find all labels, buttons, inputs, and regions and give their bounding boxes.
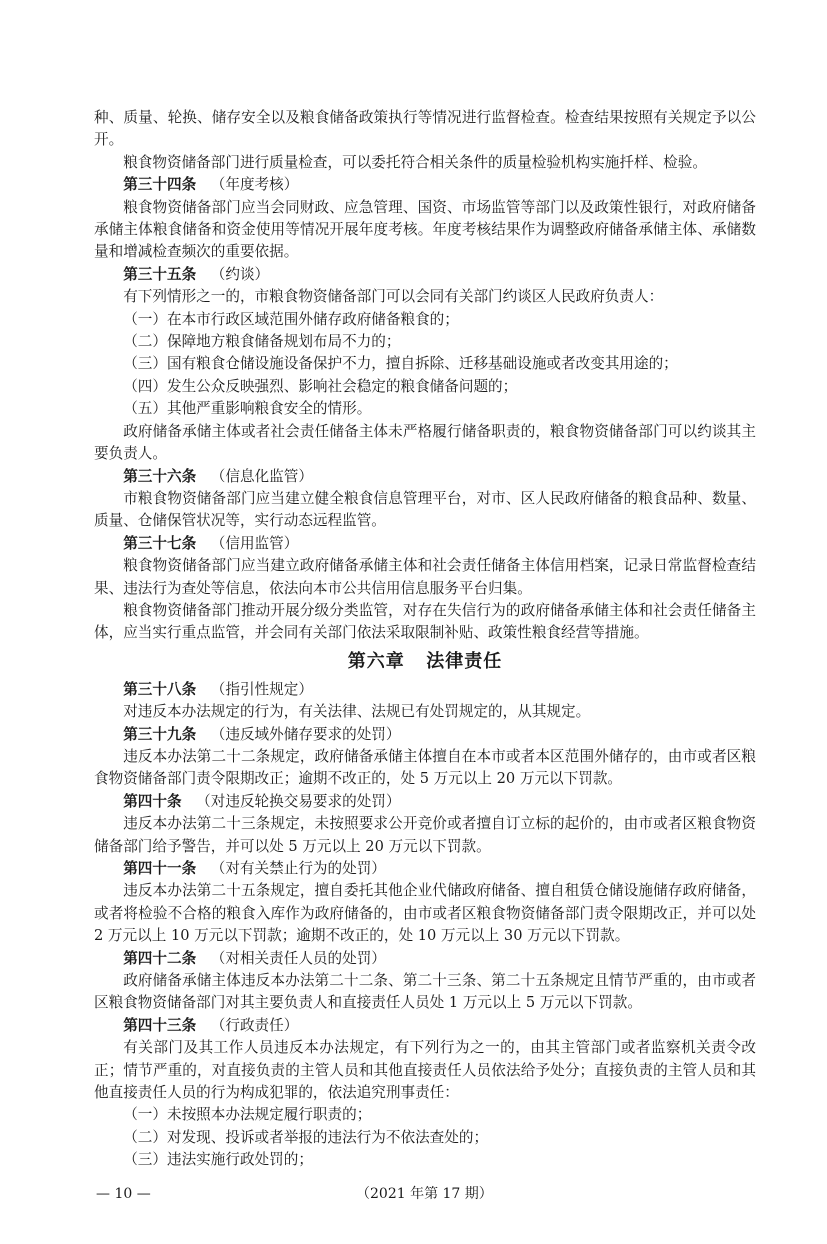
article-heading: [94, 791, 756, 813]
article-number: 第三十九条: [123, 725, 197, 743]
article-heading: [94, 264, 756, 286]
paragraph: 对违反本办法规定的行为，有关法律、法规已有处罚规定的，从其规定。: [123, 703, 591, 721]
article-number: 第三十六条: [123, 467, 197, 485]
article-heading: [94, 533, 756, 555]
article-heading: [94, 858, 756, 880]
article-heading: [94, 724, 756, 746]
chapter-number: 第六章: [347, 650, 405, 672]
paragraph: 违反本办法第二十二条规定，政府储备承储主体擅自在本市或者本区范围外储存的，由市或者区粮食物资储备部门责令限期改正；逾期不改正的，处 5 万元以上 20 万元以下罚款。: [94, 747, 756, 788]
page-footer: [94, 1184, 758, 1204]
article-title: （年度考核）: [210, 176, 299, 194]
paragraph: 市粮食物资储备部门应当建立健全粮食信息管理平台，对市、区人民政府储备的粮食品种、数量、质量、仓储保管状况等，实行动态远程监管。: [94, 489, 756, 530]
page-number: — 10 —: [96, 1185, 151, 1202]
document-body: [94, 107, 756, 1172]
paragraph: 种、质量、轮换、储存安全以及粮食储备政策执行等情况进行监督检查。检查结果按照有关规定予以公开。: [94, 109, 756, 149]
paragraph: （一）在本市行政区域范围外储存政府储备粮食的；: [123, 310, 459, 328]
article-number: 第三十四条: [123, 176, 197, 194]
paragraph: 粮食物资储备部门进行质量检查，可以委托符合相关条件的质量检验机构实施扦样、检验。: [123, 153, 707, 171]
article-number: 第三十七条: [123, 534, 197, 552]
article-title: （对有关禁止行为的处罚）: [210, 860, 386, 877]
article-title: （约谈）: [210, 265, 270, 283]
article-title: （指引性规定）: [210, 680, 313, 698]
article-heading: [94, 466, 756, 488]
paragraph: 有关部门及其工作人员违反本办法规定，有下列行为之一的，由其主管部门或者监察机关责令改正；情节严重的，对直接负责的主管人员和其他直接责任人员依法给予处分；直接负责的主管人员和其他直接责任人员的行为构成犯罪的，依法追究刑事责任：: [94, 1039, 756, 1102]
article-title: （行政责任）: [210, 1016, 299, 1034]
article-number: 第四十二条: [123, 949, 197, 967]
article-heading: [94, 174, 756, 196]
paragraph: 粮食物资储备部门应当建立政府储备承储主体和社会责任储备主体信用档案，记录日常监督检查结果、违法行为查处等信息，依法向本市公共信用信息服务平台归集。: [94, 557, 756, 597]
paragraph: 粮食物资储备部门推动开展分级分类监管，对存在失信行为的政府储备承储主体和社会责任储备主体，应当实行重点监管，并会同有关部门依法采取限制补贴、政策性粮食经营等措施。: [94, 601, 756, 642]
article-title: （违反域外储存要求的处罚）: [210, 725, 401, 743]
article-number: 第三十八条: [123, 680, 197, 698]
article-number: 第四十一条: [123, 860, 197, 877]
article-number: 第三十五条: [123, 265, 197, 283]
paragraph: 有下列情形之一的，市粮食物资储备部门可以会同有关部门约谈区人民政府负责人：: [123, 288, 664, 306]
chapter-heading: [94, 651, 756, 673]
paragraph: 粮食物资储备部门应当会同财政、应急管理、国资、市场监管等部门以及政策性银行，对政府储备承储主体粮食储备和资金使用等情况开展年度考核。年度考核结果作为调整政府储备承储主体、承储数量和增减检查频次的重要依据。: [94, 198, 756, 261]
paragraph: 违反本办法第二十三条规定，未按照要求公开竞价或者擅自订立标的起价的，由市或者区粮食物资储备部门给予警告，并可以处 5 万元以上 20 万元以下罚款。: [94, 815, 756, 855]
article-heading: [94, 679, 756, 701]
article-number: 第四十条: [123, 792, 182, 810]
paragraph: 违反本办法第二十五条规定，擅自委托其他企业代储政府储备、擅自租赁仓储设施储存政府储备，或者将检验不合格的粮食入库作为政府储备的，由市或者区粮食物资储备部门责令限期改正，并可以处 2 万元以上 10 万元以下罚款；逾期不改正的，处 10 万元以上 30 万元以下罚款。: [94, 882, 756, 945]
paragraph: （二）保障地方粮食储备规划布局不力的；: [123, 333, 401, 351]
issue-label: （2021 年第 17 期）: [356, 1185, 493, 1202]
article-heading: [94, 1015, 756, 1037]
paragraph: （三）国有粮食仓储设施设备保护不力，擅自拆除、迁移基础设施或者改变其用途的；: [123, 355, 678, 373]
article-number: 第四十三条: [123, 1016, 197, 1034]
article-heading: [94, 948, 756, 970]
paragraph: （五）其他严重影响粮食安全的情形。: [123, 400, 372, 418]
paragraph: （一）未按照本办法规定履行职责的；: [123, 1106, 372, 1124]
paragraph: （二）对发现、投诉或者举报的违法行为不依法查处的；: [123, 1128, 489, 1146]
chapter-title: 法律责任: [426, 650, 503, 672]
article-title: （信息化监管）: [210, 467, 313, 485]
paragraph: （三）违法实施行政处罚的；: [123, 1151, 313, 1169]
paragraph: 政府储备承储主体或者社会责任储备主体未严格履行储备职责的，粮食物资储备部门可以约谈其主要负责人。: [94, 422, 756, 463]
article-title: （对相关责任人员的处罚）: [210, 949, 386, 967]
paragraph: 政府储备承储主体违反本办法第二十二条、第二十三条、第二十五条规定且情节严重的，由市或者区粮食物资储备部门对其主要负责人和直接责任人员处 1 万元以上 5 万元以下罚款。: [94, 972, 756, 1012]
paragraph: （四）发生公众反映强烈、影响社会稳定的粮食储备问题的；: [123, 377, 518, 395]
article-title: （信用监管）: [210, 534, 299, 552]
article-title: （对违反轮换交易要求的处罚）: [196, 792, 401, 810]
